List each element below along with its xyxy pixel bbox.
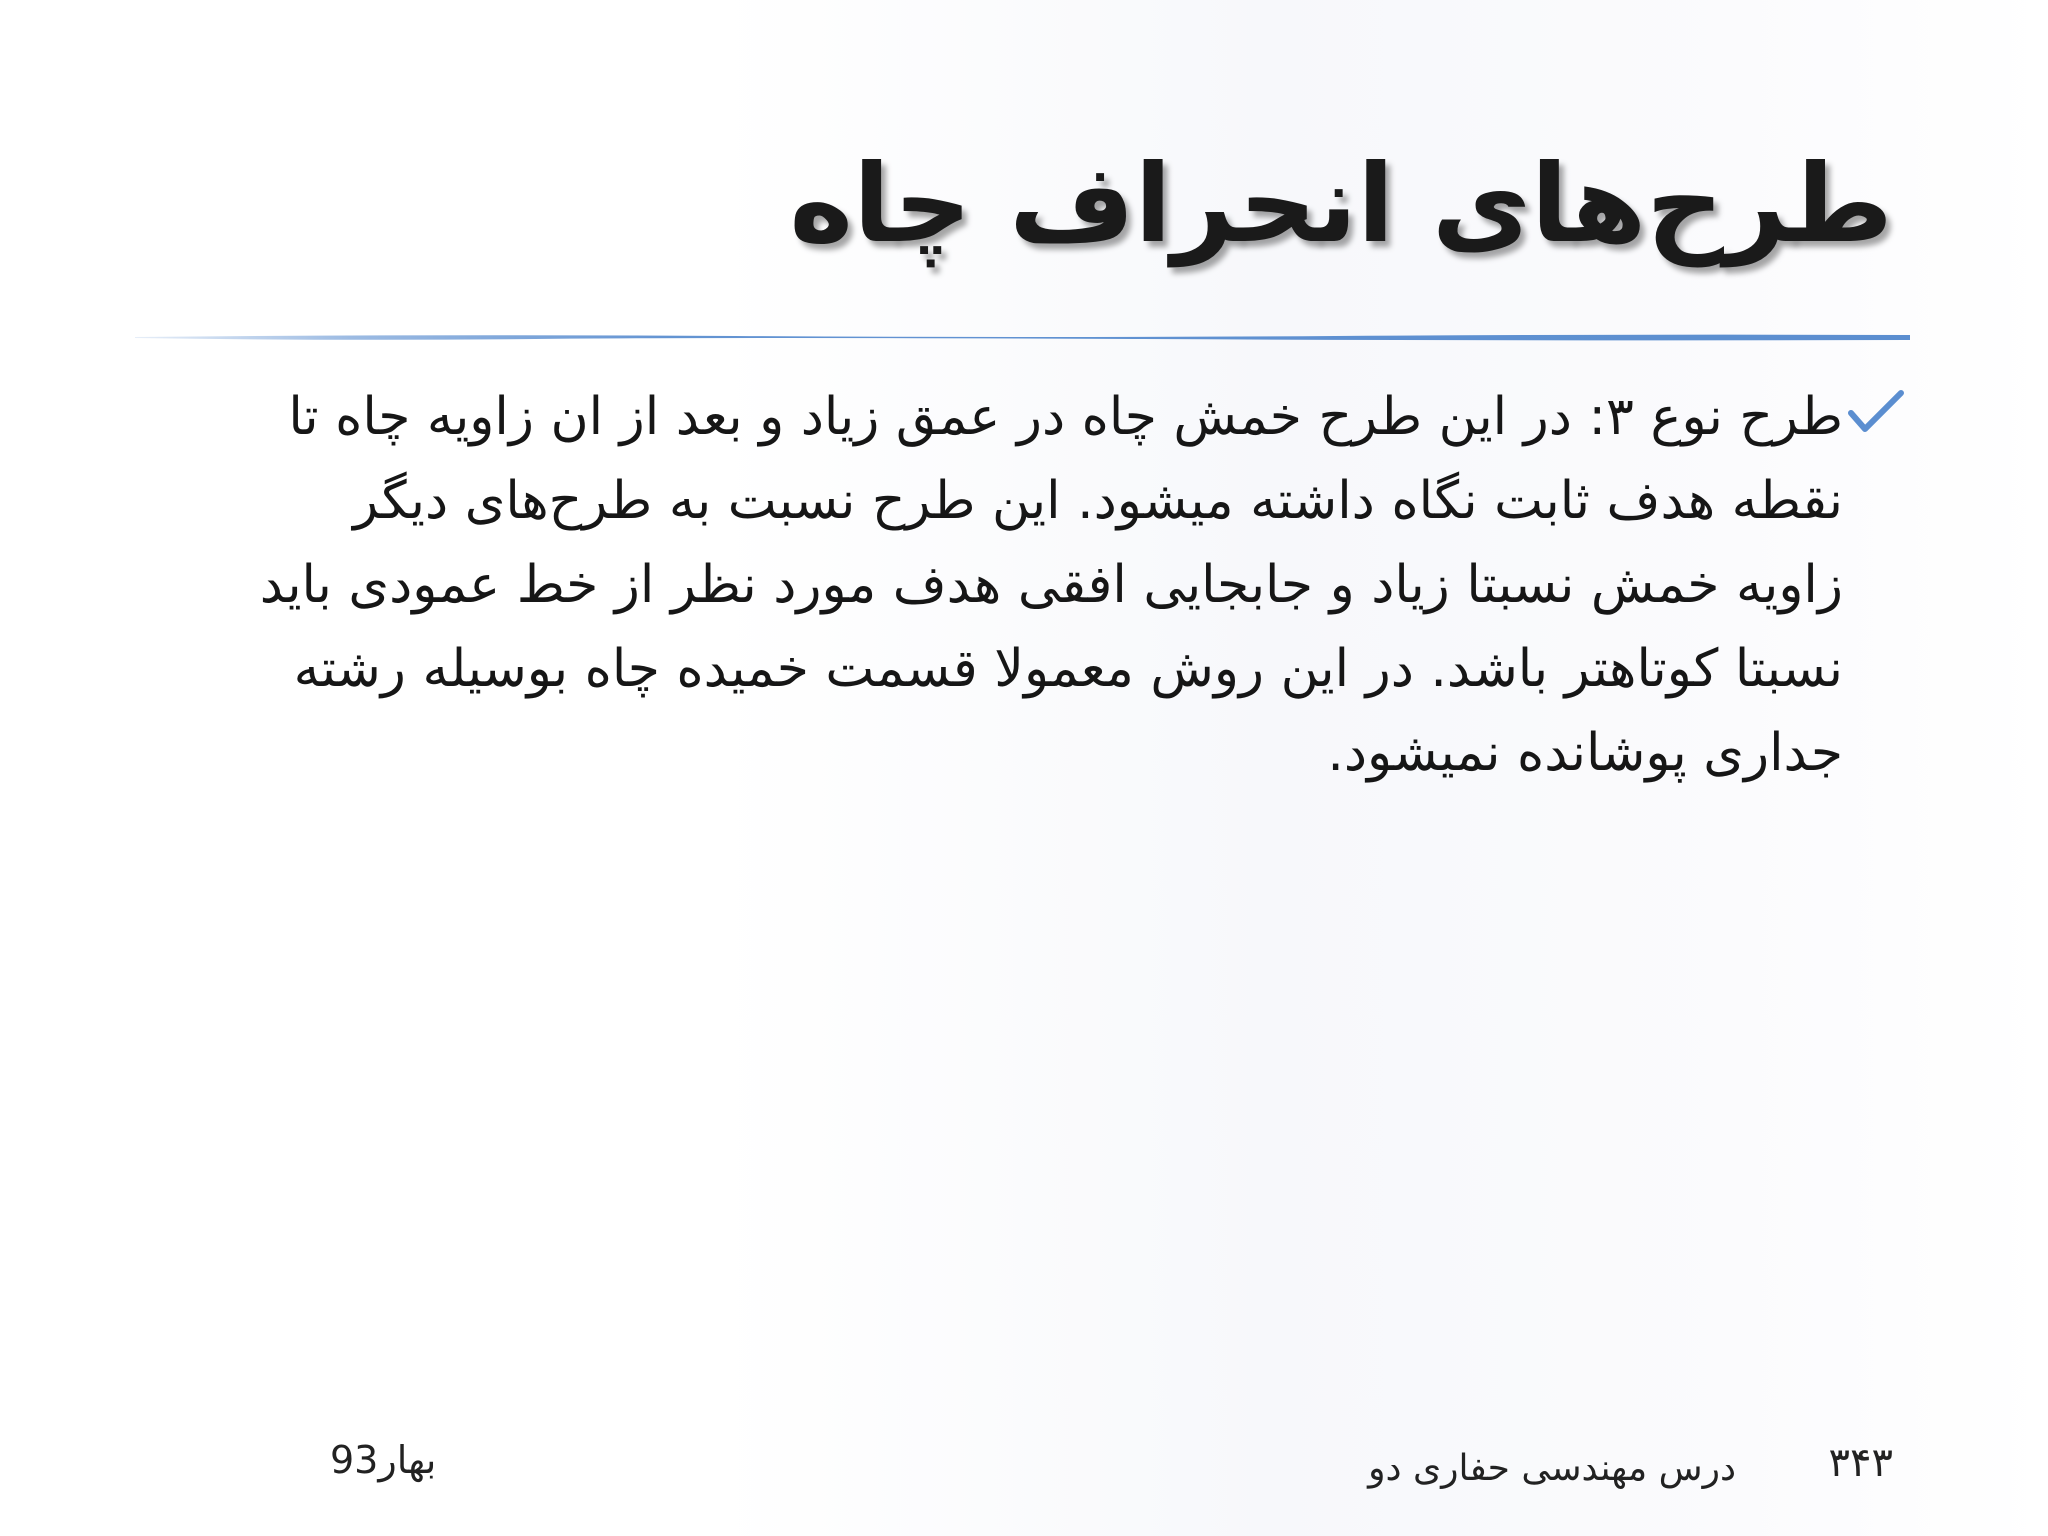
title-divider	[135, 332, 1910, 342]
page-number: ۳۴۳	[1828, 1440, 1893, 1486]
bullet-text: طرح نوع ۳: در این طرح خمش چاه در عمق زیاد و بعد از ان زاویه چاه تا نقطه هدف ثابت نگاه داشته میشود. این طرح نسبت به طرح‌های دیگر زاویه خمش نسبتا زیاد و جابجایی افقی هدف مورد نظر از خط عمودی باید نسبتا کوتاهتر باشد. در این روش معمولا قسمت خمیده چاه بوسیله رشته جداری پوشانده نمیشود.	[259, 387, 1843, 783]
bullet-item	[243, 375, 1843, 795]
checkmark-icon	[1847, 387, 1905, 439]
footer-date: بهار93	[330, 1438, 437, 1482]
slide-title: طرح‌های انحراف چاه	[789, 142, 1893, 267]
footer-course-name: درس مهندسی حفاری دو	[1368, 1448, 1736, 1489]
